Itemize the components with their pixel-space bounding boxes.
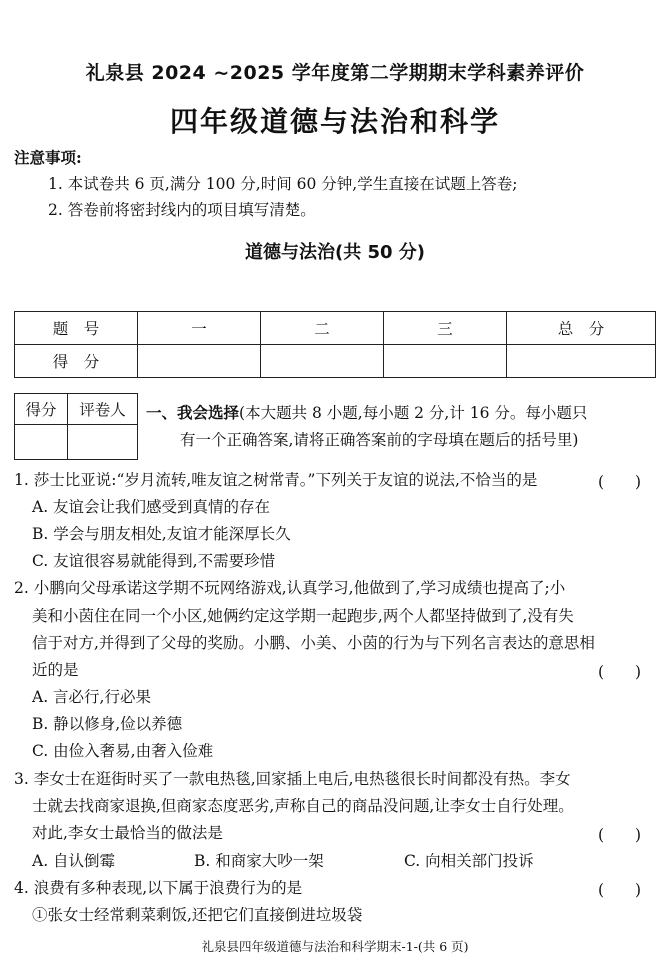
part-one-desc2: 有一个正确答案,请将正确答案前的字母填在题后的括号里) [180,431,579,449]
score-row-label: 得 分 [15,345,138,378]
q1-stem: 1. 莎士比亚说:“岁月流转,唯友谊之树常青。”下列关于友谊的说法,不恰当的是 [14,471,538,489]
part-one-line1 [146,403,587,423]
q1-option-c: C. 友谊很容易就能得到,不需要珍惜 [32,552,276,570]
q1-option-b: B. 学会与朋友相处,友谊才能深厚长久 [32,525,291,543]
q3-option-c: C. 向相关部门投诉 [404,852,534,870]
q2-option-b: B. 静以修身,俭以养德 [32,715,183,733]
score-blank-3[interactable] [384,345,507,378]
q4-item-1: ①张女士经常剩菜剩饭,还把它们直接倒进垃圾袋 [32,906,363,924]
part-one-heading: 一、我会选择 [146,403,240,422]
q3-answer-paren[interactable]: ( ) [598,826,642,844]
q4-stem: 4. 浪费有多种表现,以下属于浪费行为的是 [14,879,303,897]
q2-stem-line1: 2. 小鹏向父母承诺这学期不玩网络游戏,认真学习,他做到了,学习成绩也提高了;小 [14,579,566,597]
q2-option-c: C. 由俭入奢易,由奢入俭难 [32,742,214,760]
exam-title-line1: 礼泉县 2024 ~2025 学年度第二学期期末学科素养评价 [85,62,585,84]
q3-option-b: B. 和商家大吵一架 [194,852,324,870]
q2-stem-line2: 美和小茵住在同一个小区,她俩约定这学期一起跑步,两个人都坚持做到了,没有失 [32,607,574,625]
score-blank-total[interactable] [507,345,656,378]
q1-answer-paren[interactable]: ( ) [598,473,642,491]
q1-option-a: A. 友谊会让我们感受到真情的存在 [32,498,271,516]
score-cell-part2: 二 [261,312,384,345]
score-cell-total: 总 分 [507,312,656,345]
score-blank-2[interactable] [261,345,384,378]
score-cell-label: 题 号 [15,312,138,345]
q3-stem-line3: 对此,李女士最恰当的做法是 [32,824,223,842]
q3-stem-line2: 士就去找商家退换,但商家态度恶劣,声称自己的商品没问题,让李女士自行处理。 [32,797,574,815]
q4-answer-paren[interactable]: ( ) [598,881,642,899]
note-item-2: 2. 答卷前将密封线内的项目填写清楚。 [48,201,316,219]
q3-option-a: A. 自认倒霉 [32,852,116,870]
section-title: 道德与法治(共 50 分) [244,242,426,263]
page-footer: 礼泉县四年级道德与法治和科学期末-1-(共 6 页) [201,939,469,954]
q2-stem-line3: 信于对方,并得到了父母的奖励。小鹏、小美、小茵的行为与下列名言表达的意思相 [32,634,595,652]
score-table [14,311,656,378]
q3-stem-line1: 3. 李女士在逛街时买了一款电热毯,回家插上电后,电热毯很长时间都没有热。李女 [14,770,571,788]
q2-option-a: A. 言必行,行必果 [32,688,151,706]
part-one-desc1: (本大题共 8 小题,每小题 2 分,计 16 分。每小题只 [239,404,588,422]
q2-stem-line4: 近的是 [32,661,79,679]
note-item-1: 1. 本试卷共 6 页,满分 100 分,时间 60 分钟,学生直接在试题上答卷; [48,175,518,193]
notes-heading: 注意事项: [14,148,82,167]
grader-score-label: 得分 [15,394,68,425]
grader-score-blank[interactable] [15,425,68,460]
exam-title-line2: 四年级道德与法治和科学 [169,105,500,138]
score-cell-part1: 一 [138,312,261,345]
score-cell-part3: 三 [384,312,507,345]
q2-answer-paren[interactable]: ( ) [598,663,642,681]
grader-name-label: 评卷人 [68,394,138,425]
score-table-score-row [15,345,656,378]
grader-box [14,393,138,460]
score-table-header-row [15,312,656,345]
grader-name-blank[interactable] [68,425,138,460]
score-blank-1[interactable] [138,345,261,378]
